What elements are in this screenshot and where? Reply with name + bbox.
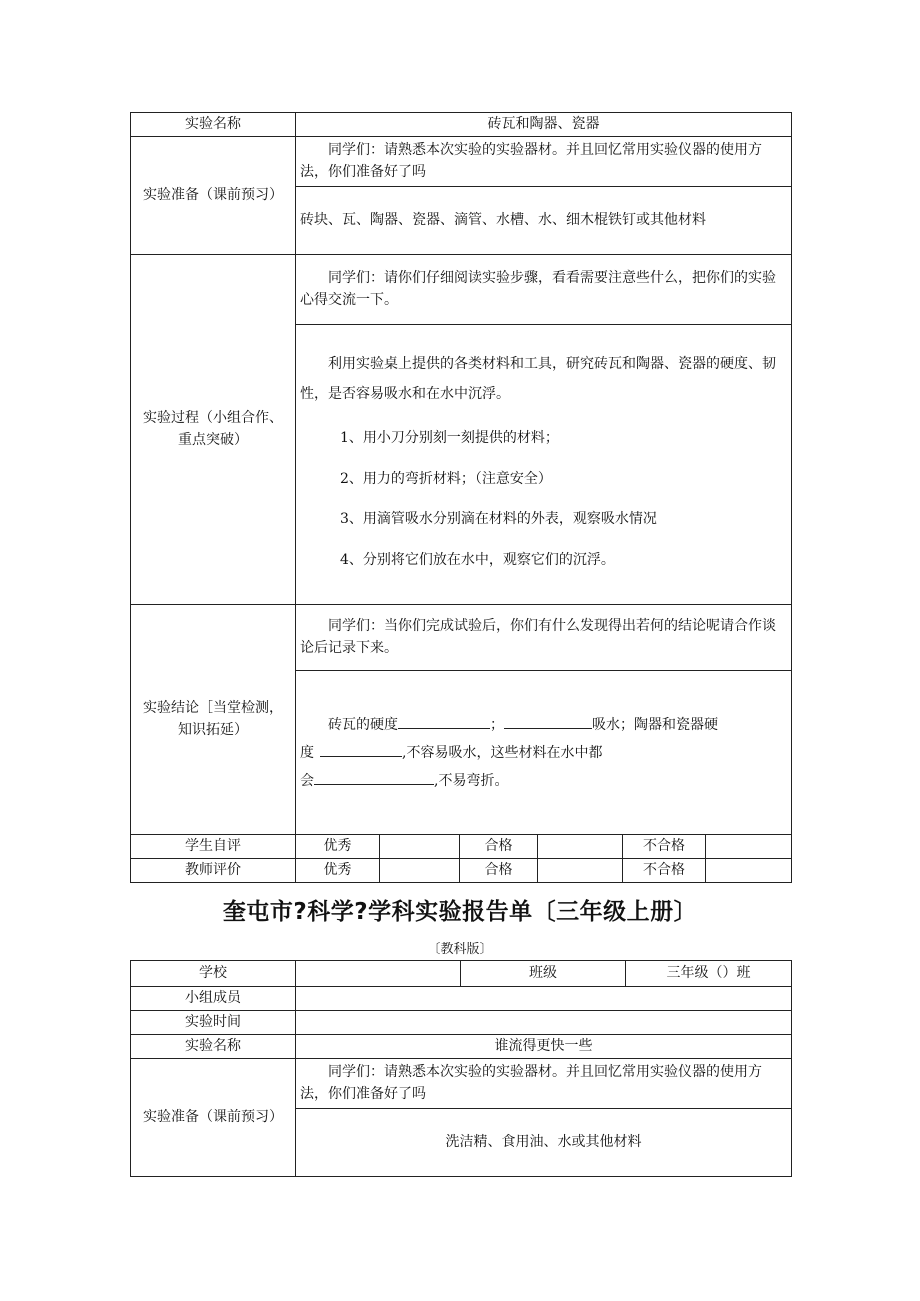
blank-water-absorb[interactable] [504,714,592,729]
blank-hardness-porcelain[interactable] [320,742,402,757]
conclusion-label: 实验结论［当堂检测，知识拓延） [131,605,296,835]
process-intro: 利用实验桌上提供的各类材料和工具，研究砖瓦和陶器、瓷器的硬度、韧性，是否容易吸水和在水中沉浮。 [300,355,776,403]
step-item: 4、分别将它们放在水中，观察它们的沉浮。 [340,551,615,568]
grade-pass: 合格 [460,835,538,859]
grade-box-excellent[interactable] [380,835,460,859]
class-value[interactable]: 三年级（）班 [626,961,792,987]
prep-note: 同学们：请熟悉本次实验的实验器材。并且回忆常用实验仪器的使用方法，你们准备好了吗 [296,1059,792,1109]
fill-text: ,不容易吸水，这些材料在水中都 [402,744,603,761]
blank-sink-float[interactable] [314,770,434,785]
time-value[interactable] [296,1011,792,1035]
members-label: 小组成员 [131,987,296,1011]
fill-text: ,不易弯折。 [434,772,509,789]
grade-fail: 不合格 [623,859,706,883]
prep-label: 实验准备（课前预习） [131,137,296,255]
fill-text: 吸水；陶器和瓷器硬 [592,716,718,733]
teacher-eval-label: 教师评价 [131,859,296,883]
step-item: 2、用力的弯折材料；（注意安全） [340,470,552,487]
fill-text: ； [490,716,504,733]
school-value[interactable] [296,961,461,987]
grade-box-fail[interactable] [706,835,792,859]
school-label: 学校 [131,961,296,987]
report-title: 奎屯市?科学?学科实验报告单〔三年级上册〕 [222,899,698,925]
fill-text: 砖瓦的硬度 [328,716,398,733]
prep-note: 同学们：请熟悉本次实验的实验器材。并且回忆常用实验仪器的使用方法，你们准备好了吗 [296,137,792,187]
blank-hardness-brick[interactable] [398,714,490,729]
fill-text: 度 [300,744,314,761]
prep-materials: 洗洁精、食用油、水或其他材料 [296,1109,792,1177]
grade-box-pass[interactable] [538,835,623,859]
grade-box-pass[interactable] [538,859,623,883]
prep-materials: 砖块、瓦、陶器、瓷器、滴管、水槽、水、细木棍铁钉或其他材料 [296,187,792,255]
grade-box-fail[interactable] [706,859,792,883]
report-table-1 [130,112,792,883]
process-label: 实验过程（小组合作、重点突破） [131,255,296,605]
conclusion-note: 同学们：当你们完成试验后，你们有什么发现得出若何的结论呢请合作谈论后记录下来。 [296,605,792,671]
grade-excellent: 优秀 [296,859,380,883]
step-item: 1、用小刀分别刻一刻提供的材料； [340,430,559,447]
edition-label: 〔教科版〕 [427,942,493,957]
process-note: 同学们：请你们仔细阅读实验步骤，看看需要注意些什么，把你们的实验心得交流一下。 [296,255,792,325]
fill-text: 会 [300,772,314,789]
grade-box-excellent[interactable] [380,859,460,883]
report-table-2 [130,960,792,1177]
conclusion-fill [296,671,792,835]
step-item: 3、用滴管吸水分别滴在材料的外表，观察吸水情况 [340,511,657,528]
process-content [296,325,792,605]
class-label: 班级 [461,961,626,987]
experiment-name-value: 砖瓦和陶器、瓷器 [296,113,792,137]
experiment-name-label: 实验名称 [131,1035,296,1059]
grade-fail: 不合格 [623,835,706,859]
time-label: 实验时间 [131,1011,296,1035]
self-eval-label: 学生自评 [131,835,296,859]
grade-pass: 合格 [460,859,538,883]
prep-label: 实验准备（课前预习） [131,1059,296,1177]
members-value[interactable] [296,987,792,1011]
grade-excellent: 优秀 [296,835,380,859]
experiment-name-label: 实验名称 [131,113,296,137]
experiment-name-value: 谁流得更快一些 [296,1035,792,1059]
